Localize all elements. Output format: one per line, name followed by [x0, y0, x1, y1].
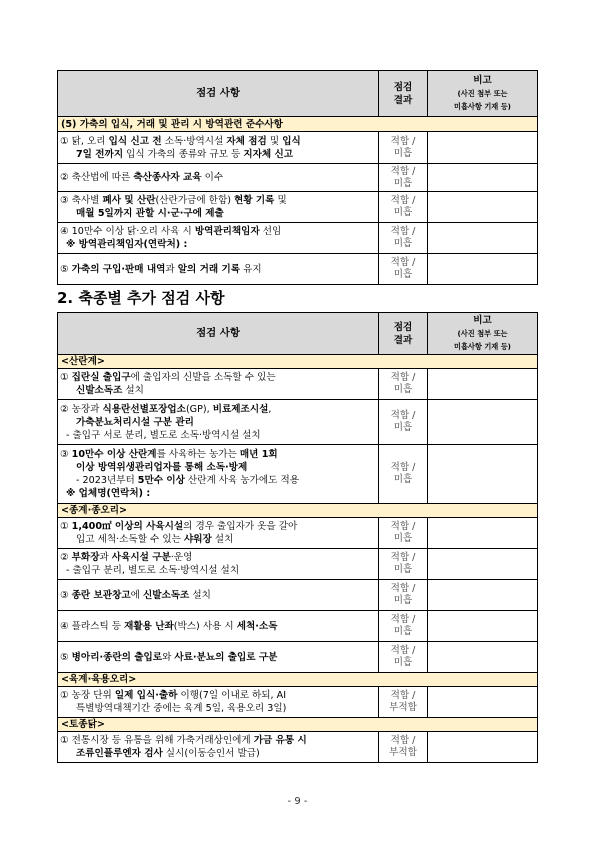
table-row — [58, 223, 538, 254]
row-result[interactable]: 적합 / 부적합 — [379, 732, 428, 763]
table-row — [58, 549, 538, 580]
row-note[interactable] — [428, 549, 538, 580]
row-item: ③ 축사별 폐사 및 산란(산란가금에 한함) 현황 기록 및 매월 5일까지 관할 시·군·구에 제출 — [58, 192, 379, 223]
header-result: 점검 결과 — [379, 71, 428, 117]
row-note[interactable] — [428, 254, 538, 285]
table-row — [58, 445, 538, 504]
section-title: <토종닭> — [58, 718, 538, 732]
row-item: ⑤ 병아리·종란의 출입로와 사료·분뇨의 출입로 구분 — [58, 642, 379, 673]
table-row — [58, 687, 538, 718]
row-note[interactable] — [428, 164, 538, 192]
table-row — [58, 518, 538, 549]
row-result[interactable]: 적합 / 미흡 — [379, 192, 428, 223]
row-note[interactable] — [428, 192, 538, 223]
header-item: 점검 사항 — [58, 313, 379, 355]
table-row — [58, 732, 538, 763]
row-result[interactable]: 적합 / 미흡 — [379, 400, 428, 445]
row-result[interactable]: 적합 / 미흡 — [379, 223, 428, 254]
row-result[interactable]: 적합 / 부적합 — [379, 687, 428, 718]
row-item: ③ 종란 보관창고에 신발소독조 설치 — [58, 580, 379, 611]
table-row — [58, 164, 538, 192]
row-result[interactable]: 적합 / 미흡 — [379, 254, 428, 285]
row-note[interactable] — [428, 611, 538, 642]
row-result[interactable]: 적합 / 미흡 — [379, 549, 428, 580]
row-item: ③ 10만수 이상 산란계를 사육하는 농가는 매년 1회 이상 방역위생관리업자를 통해 소독·방제 - 2023년부터 5만수 이상 산란계 사육 농가에도 적용 ※ 업체명(연락처) : — [58, 445, 379, 504]
row-note[interactable] — [428, 687, 538, 718]
row-item: ④ 10만수 이상 닭·오리 사육 시 방역관리책임자 선임 ※ 방역관리책임자(연락처) : — [58, 223, 379, 254]
table-row — [58, 132, 538, 164]
row-result[interactable]: 적합 / 미흡 — [379, 642, 428, 673]
header-note: 비고 (사진 첨부 또는 미흡사항 기재 등) — [428, 313, 538, 355]
row-result[interactable]: 적합 / 미흡 — [379, 369, 428, 400]
row-note[interactable] — [428, 580, 538, 611]
row-item: ② 부화장과 사육시설 구분·운영 - 출입구 분리, 별도로 소독·방역시설 설치 — [58, 549, 379, 580]
row-result[interactable]: 적합 / 미흡 — [379, 518, 428, 549]
row-item: ① 닭, 오리 입식 신고 전 소독·방역시설 자체 점검 및 입식 7일 전까지 입식 가축의 종류와 규모 등 지자체 신고 — [58, 132, 379, 164]
row-item: ⑤ 가축의 구입·판매 내역과 알의 거래 기록 유지 — [58, 254, 379, 285]
table-row — [58, 642, 538, 673]
table-row — [58, 369, 538, 400]
row-note[interactable] — [428, 400, 538, 445]
checklist-table-1 — [57, 70, 538, 285]
section-heading: 2. 축종별 추가 점검 사항 — [57, 289, 225, 307]
table-row — [58, 400, 538, 445]
row-note[interactable] — [428, 518, 538, 549]
header-item: 점검 사항 — [58, 71, 379, 117]
row-item: ① 집란실 출입구에 출입자의 신발을 소독할 수 있는 신발소독조 설치 — [58, 369, 379, 400]
row-result[interactable]: 적합 / 미흡 — [379, 445, 428, 504]
table-row — [58, 254, 538, 285]
row-note[interactable] — [428, 369, 538, 400]
table-row — [58, 580, 538, 611]
row-note[interactable] — [428, 642, 538, 673]
row-note[interactable] — [428, 445, 538, 504]
row-item: ④ 플라스틱 등 재활용 난좌(박스) 사용 시 세척·소독 — [58, 611, 379, 642]
header-note: 비고 (사진 첨부 또는 미흡사항 기재 등) — [428, 71, 538, 117]
row-item: ② 축산법에 따른 축산종사자 교육 이수 — [58, 164, 379, 192]
row-note[interactable] — [428, 732, 538, 763]
row-item: ① 전통시장 등 유통을 위해 가축거래상인에게 가금 유통 시 조류인플루엔자 검사 실시(이동승인서 발급) — [58, 732, 379, 763]
row-note[interactable] — [428, 132, 538, 164]
section-title: (5) 가축의 입식, 거래 및 관리 시 방역관련 준수사항 — [58, 117, 538, 132]
row-item: ② 농장과 식용란선별포장업소(GP), 비료제조시설, 가축분뇨처리시설 구분 관리 - 출입구 서로 분리, 별도로 소독·방역시설 설치 — [58, 400, 379, 445]
row-note[interactable] — [428, 223, 538, 254]
header-result: 점검 결과 — [379, 313, 428, 355]
table-row — [58, 611, 538, 642]
section-title: <산란계> — [58, 355, 538, 369]
row-item: ① 1,400㎡ 이상의 사육시설의 경우 출입자가 옷을 갈아 입고 세척·소독할 수 있는 샤워장 설치 — [58, 518, 379, 549]
page-number: - 9 - — [287, 796, 308, 807]
checklist-table-2 — [57, 312, 538, 763]
section-title: <종계·종오리> — [58, 504, 538, 518]
row-result[interactable]: 적합 / 미흡 — [379, 611, 428, 642]
row-result[interactable]: 적합 / 미흡 — [379, 164, 428, 192]
row-item: ① 농장 단위 일제 입식·출하 이행(7일 이내로 하되, AI 특별방역대책기간 중에는 육계 5일, 육용오리 3일) — [58, 687, 379, 718]
row-result[interactable]: 적합 / 미흡 — [379, 132, 428, 164]
section-title: <육계·육용오리> — [58, 673, 538, 687]
table-row — [58, 192, 538, 223]
row-result[interactable]: 적합 / 미흡 — [379, 580, 428, 611]
